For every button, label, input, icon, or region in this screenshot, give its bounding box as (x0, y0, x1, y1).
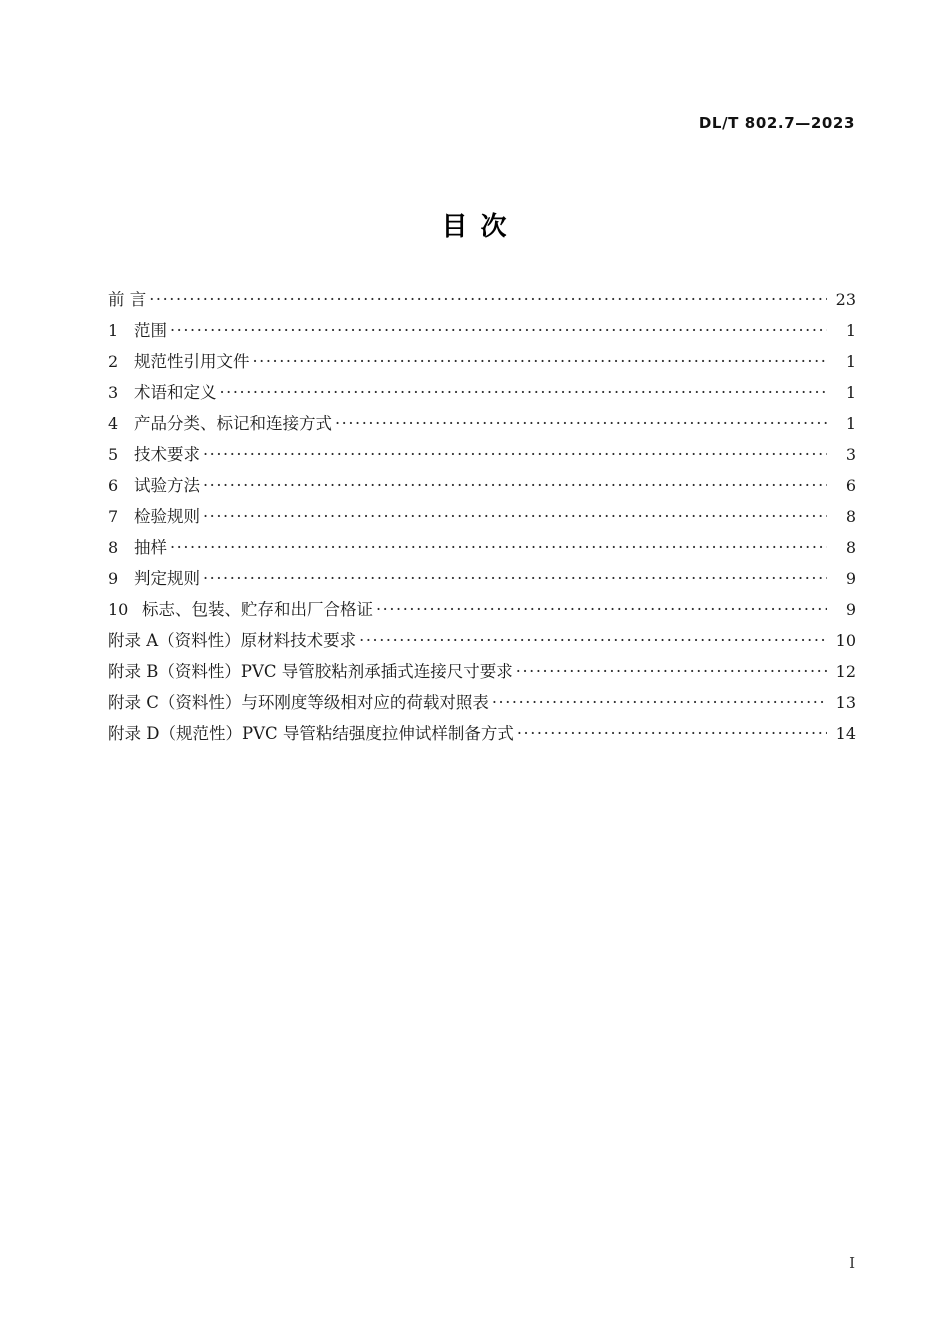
toc-entry-number: 7 (108, 507, 119, 526)
toc-entry-label: 产品分类、标记和连接方式 (134, 414, 332, 433)
toc-entry[interactable] (108, 658, 856, 689)
toc-entry-number: 4 (108, 414, 119, 433)
toc-leader-dots (376, 599, 827, 616)
toc-entry-label: 抽样 (134, 538, 167, 557)
toc-entry-page-number: 1 (845, 414, 856, 433)
toc-entry-page-number: 8 (845, 507, 856, 526)
toc-entry-number: 3 (108, 383, 119, 402)
page-title: 目 次 (441, 212, 509, 242)
toc-leader-dots (253, 351, 828, 368)
standard-code-header: DL/T 802.7—2023 (698, 114, 855, 132)
toc-entry-label: 前 言 (108, 290, 147, 309)
toc-entry[interactable] (108, 534, 856, 565)
toc-leader-dots (170, 537, 827, 554)
toc-entry[interactable] (108, 472, 856, 503)
toc-entry-number: 2 (108, 352, 119, 371)
toc-entry[interactable] (108, 627, 856, 658)
toc-entry-number: 6 (108, 476, 119, 495)
toc-leader-dots (203, 475, 827, 492)
toc-entry-page-number: 1 (845, 352, 856, 371)
toc-leader-dots (335, 413, 827, 430)
toc-entry-page-number: 6 (845, 476, 856, 495)
toc-entry-label: 附录 B（资料性）PVC 导管胶粘剂承插式连接尺寸要求 (108, 662, 513, 681)
toc-entry-page-number: 12 (835, 662, 856, 681)
toc-leader-dots (359, 630, 827, 647)
toc-leader-dots (220, 382, 828, 399)
toc-entry-page-number: 1 (845, 383, 856, 402)
toc-entry-page-number: 1 (845, 321, 856, 340)
toc-entry[interactable] (108, 503, 856, 534)
toc-entry-page-number: 9 (845, 600, 856, 619)
toc-leader-dots (516, 661, 827, 678)
toc-entry-label: 附录 C（资料性）与环刚度等级相对应的荷载对照表 (108, 693, 489, 712)
toc-entry-number: 8 (108, 538, 119, 557)
toc-entry-page-number: 13 (835, 693, 856, 712)
toc-entry-label: 附录 D（规范性）PVC 导管粘结强度拉伸试样制备方式 (108, 724, 514, 743)
toc-entry-number: 1 (108, 321, 119, 340)
toc-entry-number: 10 (108, 600, 129, 619)
toc-entry-page-number: 9 (845, 569, 856, 588)
page-number-folio: I (849, 1254, 855, 1272)
toc-leader-dots (149, 289, 827, 306)
toc-entry[interactable] (108, 596, 856, 627)
toc-leader-dots (203, 506, 827, 523)
toc-entry-label: 规范性引用文件 (134, 352, 250, 371)
toc-entry-label: 范围 (134, 321, 167, 340)
toc-entry-label: 判定规则 (134, 569, 200, 588)
toc-entry-page-number: 14 (835, 724, 856, 743)
toc-leader-dots (203, 444, 827, 461)
toc-leader-dots (492, 692, 827, 709)
toc-entry-page-number: 10 (835, 631, 856, 650)
toc-leader-dots (203, 568, 827, 585)
toc-entry-label: 标志、包装、贮存和出厂合格证 (142, 600, 373, 619)
toc-entry[interactable] (108, 317, 856, 348)
toc-entry[interactable] (108, 689, 856, 720)
table-of-contents (108, 286, 856, 751)
toc-entry[interactable] (108, 441, 856, 472)
toc-entry-label: 检验规则 (134, 507, 200, 526)
toc-entry[interactable] (108, 410, 856, 441)
toc-entry-label: 术语和定义 (134, 383, 217, 402)
toc-entry[interactable] (108, 348, 856, 379)
toc-leader-dots (170, 320, 827, 337)
toc-entry[interactable] (108, 565, 856, 596)
toc-entry-page-number: 23 (835, 290, 856, 309)
toc-entry-label: 试验方法 (134, 476, 200, 495)
toc-entry[interactable] (108, 720, 856, 751)
toc-entry-page-number: 3 (845, 445, 856, 464)
toc-leader-dots (517, 723, 827, 740)
toc-entry-number: 9 (108, 569, 119, 588)
toc-entry[interactable] (108, 379, 856, 410)
toc-entry-number: 5 (108, 445, 119, 464)
toc-entry-label: 附录 A（资料性）原材料技术要求 (108, 631, 357, 650)
toc-entry[interactable] (108, 286, 856, 317)
toc-entry-page-number: 8 (845, 538, 856, 557)
toc-entry-label: 技术要求 (134, 445, 200, 464)
